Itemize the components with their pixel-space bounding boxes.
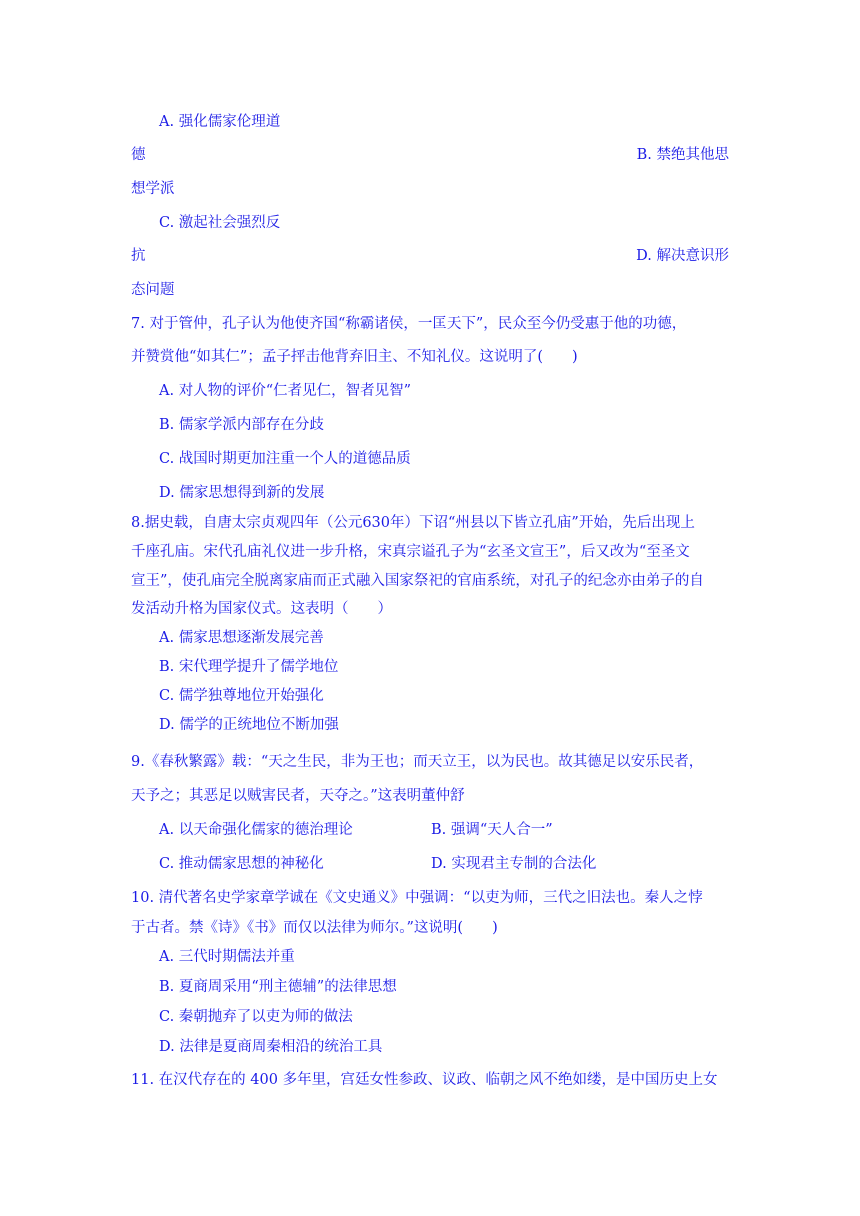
q9-option-d: D. 实现君主专制的合法化 [431,856,597,872]
q10-stem-line2: 于古者。禁《诗》《书》而仅以法律为师尔。”这说明( ) [131,920,498,936]
q9-stem-line2: 天予之；其恶足以贼害民者，天夺之。”这表明董仲舒 [131,788,465,804]
q8-option-d: D. 儒学的正统地位不断加强 [159,717,339,733]
q9-option-b: B. 强调“天人合一” [431,822,553,838]
q6-option-d-line2: 态问题 [131,282,175,298]
q6-option-c-d-row [131,246,729,266]
q7-stem-line2: 并赞赏他“如其仁”；孟子抨击他背弃旧主、不知礼仪。这说明了( ) [131,349,578,365]
q7-stem-line1: 7. 对于管仲，孔子认为他使齐国“称霸诸侯，一匡天下”，民众至今仍受惠于他的功德， [131,316,687,332]
q10-option-d: D. 法律是夏商周秦相沿的统治工具 [159,1039,383,1055]
q7-option-c: C. 战国时期更加注重一个人的道德品质 [159,451,411,467]
q6-option-a-line1: A. 强化儒家伦理道 [159,114,281,130]
q9-option-a: A. 以天命强化儒家的德治理论 [159,822,353,838]
q6-option-a-b-row [131,145,729,165]
q6-option-a-line2: 德 [131,147,146,163]
q6-option-b-line1: B. 禁绝其他思 [636,147,729,163]
q10-option-c: C. 秦朝抛弃了以吏为师的做法 [159,1009,353,1025]
q8-option-a: A. 儒家思想逐渐发展完善 [159,630,324,646]
q8-stem-line1: 8.据史载，自唐太宗贞观四年（公元630年）下诏“州县以下皆立孔庙”开始，先后出现上 [131,515,695,531]
q7-option-d: D. 儒家思想得到新的发展 [159,485,325,501]
q7-option-b: B. 儒家学派内部存在分歧 [159,417,324,433]
q7-option-a: A. 对人物的评价“仁者见仁，智者见智” [159,383,412,399]
q8-option-c: C. 儒学独尊地位开始强化 [159,688,324,704]
q8-stem-line4: 发活动升格为国家仪式。这表明（ ） [131,601,392,617]
q6-option-c-line1: C. 激起社会强烈反 [159,215,281,231]
q9-option-c: C. 推动儒家思想的神秘化 [159,856,324,872]
q6-option-b-line2: 想学派 [131,181,175,197]
q6-option-c-line2: 抗 [131,248,146,264]
q10-option-a: A. 三代时期儒法并重 [159,949,295,965]
q8-option-b: B. 宋代理学提升了儒学地位 [159,659,339,675]
q8-stem-line3: 宣王”，使孔庙完全脱离家庙而正式融入国家祭祀的官庙系统，对孔子的纪念亦由弟子的自 [131,573,704,589]
q6-option-d-line1: D. 解决意识形 [636,248,729,264]
q8-stem-line2: 千座孔庙。宋代孔庙礼仪进一步升格，宋真宗谥孔子为“玄圣文宣王”，后又改为“至圣文 [131,544,690,560]
q10-stem-line1: 10. 清代著名史学家章学诚在《文史通义》中强调：“以吏为师，三代之旧法也。秦人之悖 [131,890,703,906]
q11-stem-line1: 11. 在汉代存在的 400 多年里，宫廷女性参政、议政、临朝之风不绝如缕，是中国历史上女 [131,1072,718,1088]
q9-stem-line1: 9.《春秋繁露》载：“天之生民，非为王也；而天立王，以为民也。故其德足以安乐民者， [131,754,704,770]
q10-option-b: B. 夏商周采用“刑主德辅”的法律思想 [159,979,397,995]
